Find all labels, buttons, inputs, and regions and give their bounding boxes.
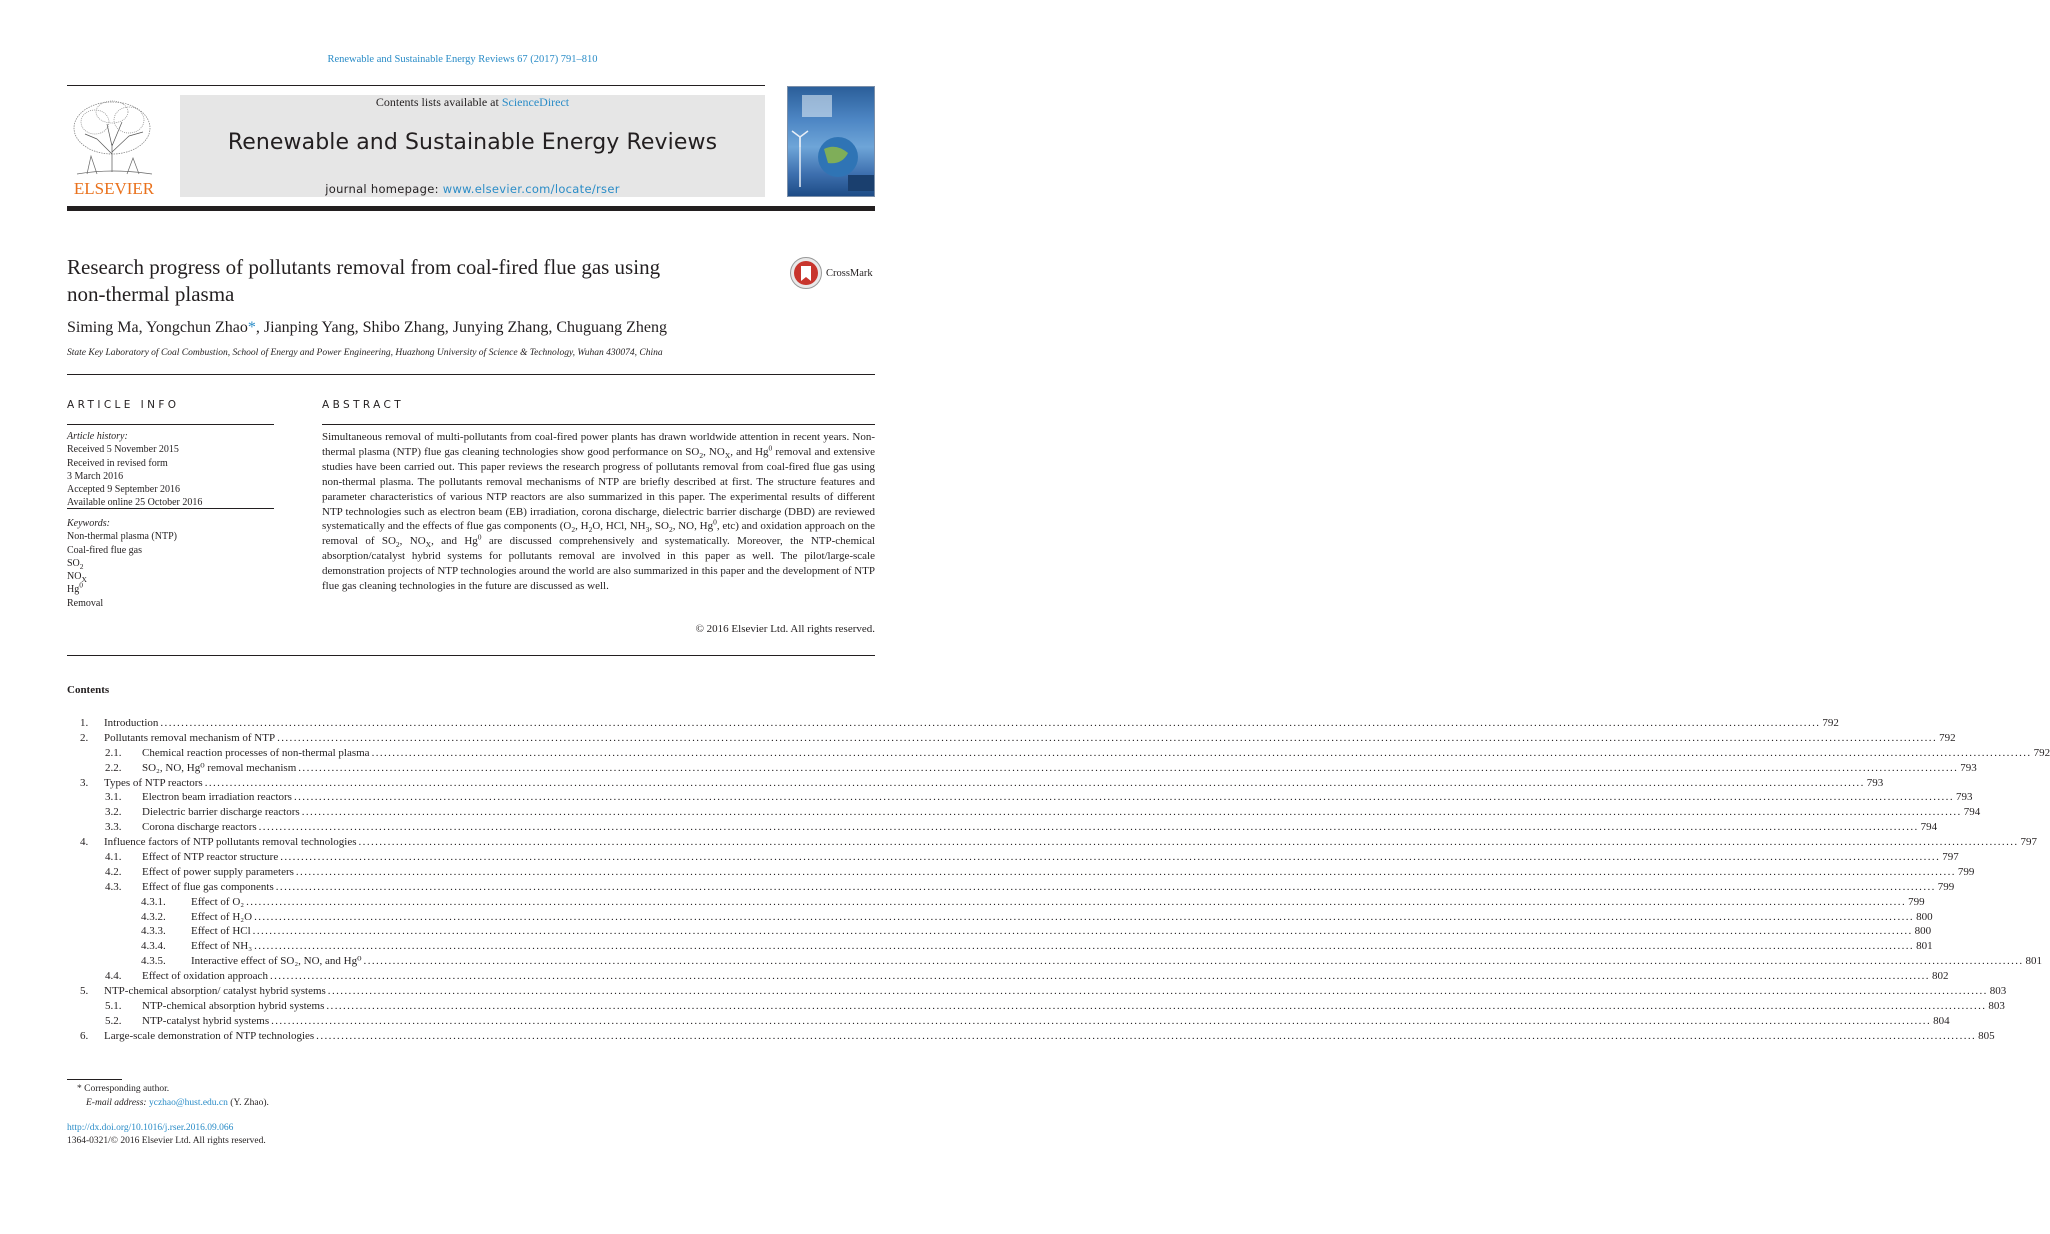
toc-entry-title[interactable]: Effect of flue gas components bbox=[142, 880, 274, 893]
abstract-copyright: © 2016 Elsevier Ltd. All rights reserved. bbox=[695, 623, 875, 635]
toc-entry-title[interactable]: NTP-chemical absorption/ catalyst hybrid systems bbox=[104, 985, 326, 998]
toc-entry-page: 801 bbox=[1916, 940, 1933, 953]
keywords-label: Keywords: bbox=[67, 518, 110, 529]
contents-available-line bbox=[180, 95, 765, 110]
toc-leader-dots: ................................................................................................................................................................................................................................................................................................................................................................................................................ bbox=[271, 1014, 1932, 1027]
toc-entry[interactable] bbox=[67, 716, 1839, 731]
article-title bbox=[67, 254, 777, 308]
toc-entry-page: 804 bbox=[1933, 1014, 1950, 1027]
toc-leader-dots: ................................................................................................................................................................................................................................................................................................................................................................................................................ bbox=[275, 880, 1936, 893]
toc-entry-title[interactable]: Effect of NTP reactor structure bbox=[142, 851, 279, 864]
journal-name: Renewable and Sustainable Energy Reviews bbox=[227, 130, 718, 155]
toc-entry[interactable] bbox=[67, 835, 2038, 850]
toc-entry-number: 3.3. bbox=[105, 821, 122, 834]
toc-entry[interactable] bbox=[67, 924, 1932, 939]
toc-entry-page: 800 bbox=[1914, 925, 1932, 938]
title-rule bbox=[67, 374, 875, 375]
corresponding-author-note: * Corresponding author. bbox=[77, 1084, 170, 1094]
toc-entry[interactable] bbox=[67, 1029, 1995, 1044]
email-label: E-mail address: bbox=[86, 1098, 149, 1108]
title-line-1: Research progress of pollutants removal from coal-fired flue gas using bbox=[67, 255, 661, 279]
toc-entry-number: 4.4. bbox=[105, 970, 122, 983]
header-top-rule bbox=[67, 85, 765, 86]
toc-entry-page: 797 bbox=[2020, 836, 2038, 849]
abstract-rule bbox=[322, 424, 875, 425]
toc-entry-number: 3.1. bbox=[105, 791, 122, 804]
toc-entry-title[interactable]: SO₂, NO, Hg⁰ removal mechanism bbox=[142, 761, 297, 774]
toc-entry-page: 793 bbox=[1960, 761, 1977, 774]
toc-leader-dots: ................................................................................................................................................................................................................................................................................................................................................................................................................ bbox=[326, 999, 1987, 1012]
toc-entry-page: 803 bbox=[1988, 999, 2005, 1012]
history-online: Available online 25 October 2016 bbox=[67, 497, 203, 509]
toc-entry[interactable] bbox=[67, 939, 1933, 954]
toc-leader-dots: ................................................................................................................................................................................................................................................................................................................................................................................................................ bbox=[298, 761, 1959, 774]
toc-entry-title[interactable]: Effect of HCl bbox=[191, 925, 251, 938]
toc-leader-dots: ................................................................................................................................................................................................................................................................................................................................................................................................................ bbox=[269, 970, 1930, 983]
toc-entry-title[interactable]: Effect of NH₃ bbox=[191, 940, 253, 953]
toc-entry-page: 792 bbox=[1939, 731, 1956, 744]
contents-prefix: Contents lists available at bbox=[375, 95, 502, 109]
toc-entry-page: 799 bbox=[1957, 865, 1975, 878]
toc-entry-page: 792 bbox=[1822, 717, 1839, 729]
toc-leader-dots: ................................................................................................................................................................................................................................................................................................................................................................................................................ bbox=[371, 746, 2032, 759]
toc-entry-number: 2. bbox=[80, 731, 89, 744]
toc-leader-dots: ................................................................................................................................................................................................................................................................................................................................................................................................................ bbox=[280, 851, 1941, 864]
toc-entry-title[interactable]: Chemical reaction processes of non-thermal plasma bbox=[142, 746, 370, 759]
history-received: Received 5 November 2015 bbox=[67, 444, 179, 456]
article-info-heading: ARTICLE INFO bbox=[67, 399, 180, 411]
toc-entry-number: 4.1. bbox=[105, 851, 122, 864]
history-revised-2: 3 March 2016 bbox=[67, 470, 124, 482]
toc-leader-dots: ................................................................................................................................................................................................................................................................................................................................................................................................................ bbox=[295, 865, 1956, 878]
toc-entry[interactable] bbox=[67, 865, 1975, 880]
toc-entry-number: 2.2. bbox=[105, 761, 122, 774]
toc-entry[interactable] bbox=[67, 984, 2007, 999]
toc-entry-page: 793 bbox=[1955, 791, 1973, 804]
toc-leader-dots: ................................................................................................................................................................................................................................................................................................................................................................................................................ bbox=[301, 806, 1962, 819]
email-note bbox=[86, 1097, 269, 1110]
toc-entry-number: 4.3.2. bbox=[141, 910, 166, 923]
toc-leader-dots: ................................................................................................................................................................................................................................................................................................................................................................................................................ bbox=[316, 1029, 1977, 1042]
toc-leader-dots: ................................................................................................................................................................................................................................................................................................................................................................................................................ bbox=[204, 776, 1865, 789]
toc-entry-title[interactable]: Effect of oxidation approach bbox=[142, 970, 268, 983]
toc-entry-page: 794 bbox=[1963, 806, 1981, 819]
toc-entry[interactable] bbox=[67, 1014, 1950, 1029]
toc-entry-number: 4.3.4. bbox=[141, 940, 166, 953]
toc-entry[interactable] bbox=[67, 805, 1981, 820]
journal-homepage-line bbox=[180, 182, 765, 196]
toc-entry-title[interactable]: Dielectric barrier discharge reactors bbox=[142, 806, 300, 819]
toc-entry[interactable] bbox=[67, 895, 1925, 910]
authors-first: Siming Ma, Yongchun Zhao bbox=[67, 319, 248, 336]
toc-entry-page: 803 bbox=[1989, 985, 2007, 998]
toc-leader-dots: ................................................................................................................................................................................................................................................................................................................................................................................................................ bbox=[363, 955, 2024, 968]
cover-artwork bbox=[788, 87, 876, 198]
email-suffix: (Y. Zhao). bbox=[227, 1098, 269, 1108]
toc-leader-dots: ................................................................................................................................................................................................................................................................................................................................................................................................................ bbox=[254, 940, 1915, 953]
issn-line: 1364-0321/© 2016 Elsevier Ltd. All rights reserved. bbox=[67, 1136, 266, 1146]
keyword-6: Removal bbox=[67, 597, 104, 609]
toc-entry-number: 4. bbox=[80, 836, 89, 849]
toc-entry-title[interactable]: Interactive effect of SO₂, NO, and Hg⁰ bbox=[191, 955, 362, 968]
toc-entry-page: 799 bbox=[1908, 895, 1925, 908]
toc-entry-page: 799 bbox=[1937, 880, 1955, 893]
abstract-heading: ABSTRACT bbox=[322, 399, 405, 411]
toc-entry-page: 797 bbox=[1942, 851, 1959, 864]
toc-entry-number: 3. bbox=[80, 776, 89, 789]
toc-entry-number: 5.1. bbox=[105, 999, 122, 1012]
toc-entry[interactable] bbox=[67, 999, 2005, 1014]
history-accepted: Accepted 9 September 2016 bbox=[67, 484, 181, 496]
toc-entry[interactable] bbox=[67, 880, 1955, 895]
keyword-4: $NO_X$ bbox=[67, 571, 87, 585]
article-info-rule bbox=[67, 424, 274, 425]
toc-entry-page: 802 bbox=[1931, 970, 1949, 983]
toc-leader-dots: ................................................................................................................................................................................................................................................................................................................................................................................................................ bbox=[254, 910, 1915, 923]
toc-entry-number: 4.3.1. bbox=[141, 895, 166, 908]
footnote-rule bbox=[67, 1079, 122, 1080]
table-of-contents bbox=[67, 716, 2050, 1044]
corresponding-author-mark[interactable]: * bbox=[247, 319, 256, 336]
journal-citation[interactable]: Renewable and Sustainable Energy Reviews 67 (2017) 791–810 bbox=[327, 54, 598, 65]
toc-entry-title[interactable]: Pollutants removal mechanism of NTP bbox=[104, 731, 276, 744]
keyword-1: Non-thermal plasma (NTP) bbox=[67, 531, 177, 543]
abstract-bottom-rule bbox=[67, 655, 875, 656]
title-line-2: non-thermal plasma bbox=[67, 282, 235, 306]
toc-entry-title[interactable]: Introduction bbox=[104, 717, 159, 729]
header-thick-rule bbox=[67, 206, 875, 211]
toc-entry-page: 793 bbox=[1866, 776, 1884, 789]
toc-leader-dots: ................................................................................................................................................................................................................................................................................................................................................................................................................ bbox=[252, 925, 1913, 938]
toc-leader-dots: ................................................................................................................................................................................................................................................................................................................................................................................................................ bbox=[277, 731, 1938, 744]
keyword-3: $SO_2$ bbox=[67, 557, 84, 571]
journal-cover-image bbox=[787, 86, 875, 197]
affiliation: State Key Laboratory of Coal Combustion, School of Energy and Power Engineering, Huazhong University of Science & Technology, Wuhan 430074, China bbox=[67, 348, 663, 358]
toc-entry[interactable] bbox=[67, 954, 2043, 969]
history-revised-1: Received in revised form bbox=[67, 457, 168, 469]
toc-entry-number: 6. bbox=[80, 1029, 89, 1042]
toc-leader-dots: ................................................................................................................................................................................................................................................................................................................................................................................................................ bbox=[258, 821, 1919, 834]
homepage-prefix: journal homepage: bbox=[325, 182, 443, 196]
toc-entry-page: 800 bbox=[1916, 910, 1933, 923]
toc-entry-number: 4.3.5. bbox=[141, 955, 166, 968]
toc-entry-page: 801 bbox=[2025, 955, 2043, 968]
toc-entry-number: 5. bbox=[80, 985, 89, 998]
homepage-link[interactable]: www.elsevier.com/locate/rser bbox=[442, 182, 620, 196]
toc-leader-dots: ................................................................................................................................................................................................................................................................................................................................................................................................................ bbox=[358, 836, 2019, 849]
footnote-mark: * bbox=[77, 1084, 82, 1094]
toc-entry[interactable] bbox=[67, 969, 1949, 984]
toc-entry-title[interactable]: Types of NTP reactors bbox=[104, 776, 203, 789]
abstract-text: Simultaneous removal of multi-pollutants from coal-fired power plants has drawn worldwide attention in recent years. Non-thermal plasma (NTP) flue gas cleaning technologies show good performance on $SO_2$, $NO_X$, and Hg$^0$ removal and extensive studies have been carried out. This paper reviews the research progress of pollutants removal from coal-fired flue gas using non-thermal plasma. The pollutants removal mechanisms of NTP are briefly described at first. The structure features and parameter characteristics of various NTP reactors are also summarized in this paper. The experimental results of different NTP technologies such as electron beam (EB) irradiation, corona discharge, dielectric barrier discharge (DBD) are reviewed systematically and the effects of flue gas components ($O_2$, $H_2O$, HCl, $NH_3$, $SO_2$, NO, Hg$^0$, etc) and oxidation approach on the removal of $SO_2$, $NO_X$, and Hg$^0$ are discussed comprehensively and systematically. Moreover, the NTP-chemical absorption/catalyst hybrid systems for pollutants removal are involved in this paper as well. The pilot/large-scale demonstration projects of NTP technologies around the world are also summarized in this paper and the development of NTP flue gas cleaning technologies in the future are discussed as well. bbox=[322, 431, 876, 593]
keyword-5: Hg$^0$ bbox=[67, 581, 83, 596]
author-list bbox=[67, 319, 667, 337]
toc-entry-number: 1. bbox=[80, 717, 89, 729]
elsevier-tree-logo bbox=[67, 94, 162, 198]
elsevier-wordmark: ELSEVIER bbox=[73, 179, 155, 198]
sciencedirect-link[interactable]: ScienceDirect bbox=[501, 95, 570, 109]
toc-entry-title[interactable]: Effect of power supply parameters bbox=[142, 865, 294, 878]
toc-leader-dots: ................................................................................................................................................................................................................................................................................................................................................................................................................ bbox=[293, 791, 1954, 804]
toc-entry-title[interactable]: NTP-catalyst hybrid systems bbox=[142, 1014, 270, 1027]
history-label: Article history: bbox=[67, 431, 128, 442]
toc-entry[interactable] bbox=[67, 850, 1959, 865]
contents-heading: Contents bbox=[67, 684, 110, 696]
toc-entry[interactable] bbox=[67, 910, 1933, 925]
toc-entry[interactable] bbox=[67, 776, 1884, 791]
toc-entry-title[interactable]: Electron beam irradiation reactors bbox=[142, 791, 292, 804]
toc-entry[interactable] bbox=[67, 790, 1973, 805]
keyword-2: Coal-fired flue gas bbox=[67, 544, 142, 556]
toc-entry-page: 805 bbox=[1978, 1029, 1995, 1042]
toc-entry[interactable] bbox=[67, 746, 2050, 761]
email-link[interactable]: yczhao@hust.edu.cn bbox=[148, 1098, 228, 1108]
keywords-rule bbox=[67, 508, 274, 509]
toc-entry-page: 794 bbox=[1920, 821, 1938, 834]
toc-entry-number: 4.3. bbox=[105, 880, 122, 893]
toc-entry-number: 5.2. bbox=[105, 1014, 122, 1027]
toc-entry-title[interactable]: Corona discharge reactors bbox=[142, 821, 257, 834]
toc-entry[interactable] bbox=[67, 731, 1956, 746]
crossmark-label[interactable]: CrossMark bbox=[826, 268, 873, 279]
toc-entry-title[interactable]: Effect of O₂ bbox=[191, 895, 245, 908]
toc-entry-title[interactable]: Influence factors of NTP pollutants removal technologies bbox=[104, 836, 357, 849]
toc-leader-dots: ................................................................................................................................................................................................................................................................................................................................................................................................................ bbox=[327, 985, 1988, 998]
toc-entry-number: 2.1. bbox=[105, 746, 122, 759]
toc-entry-title[interactable]: Effect of H₂O bbox=[191, 910, 253, 923]
toc-entry-number: 3.2. bbox=[105, 806, 122, 819]
toc-leader-dots: ................................................................................................................................................................................................................................................................................................................................................................................................................ bbox=[160, 717, 1821, 729]
toc-leader-dots: ................................................................................................................................................................................................................................................................................................................................................................................................................ bbox=[246, 895, 1907, 908]
toc-entry-page: 792 bbox=[2033, 746, 2050, 759]
toc-entry-title[interactable]: Large-scale demonstration of NTP technologies bbox=[104, 1029, 315, 1042]
article-history bbox=[67, 430, 274, 510]
keywords-block bbox=[67, 517, 274, 610]
toc-entry-title[interactable]: NTP-chemical absorption hybrid systems bbox=[142, 999, 325, 1012]
toc-entry-number: 4.3.3. bbox=[141, 925, 166, 938]
toc-entry[interactable] bbox=[67, 761, 1977, 776]
doi-link[interactable]: http://dx.doi.org/10.1016/j.rser.2016.09.066 bbox=[67, 1123, 234, 1133]
toc-entry-number: 4.2. bbox=[105, 865, 122, 878]
toc-entry[interactable] bbox=[67, 820, 1938, 835]
authors-rest: , Jianping Yang, Shibo Zhang, Junying Zhang, Chuguang Zheng bbox=[255, 319, 667, 336]
